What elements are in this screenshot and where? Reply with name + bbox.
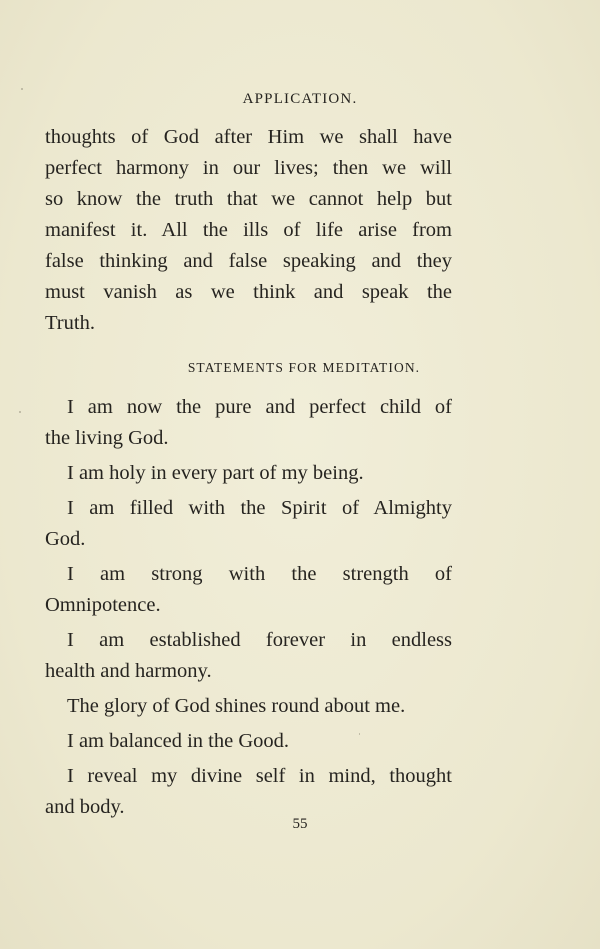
paper-speck: [19, 411, 21, 413]
text-line: false thinking and false speaking and they: [45, 250, 452, 272]
statement: [45, 726, 452, 757]
statement-line: I am strong with the strength of: [67, 563, 452, 585]
text-line: so know the truth that we cannot help but: [45, 188, 452, 210]
paper-speck: [21, 88, 23, 90]
statement-line: I am now the pure and perfect child of: [67, 396, 452, 418]
statement-line: I reveal my divine self in mind, thought: [67, 765, 452, 787]
text-line: must vanish as we think and speak the: [45, 281, 452, 303]
text-line: perfect harmony in our lives; then we will: [45, 157, 452, 179]
statement-line: I am filled with the Spirit of Almighty: [67, 497, 452, 519]
text-line: Truth.: [45, 312, 95, 334]
statement-line: health and harmony.: [45, 660, 212, 682]
statement-line: I am holy in every part of my being.: [67, 462, 364, 484]
statement: [45, 493, 452, 555]
statement: [45, 691, 452, 722]
statement: [45, 625, 452, 687]
statement: [45, 761, 452, 823]
page-number: 55: [292, 816, 308, 832]
running-head: APPLICATION.: [242, 91, 358, 107]
statement-line: the living God.: [45, 427, 169, 449]
statement-line: The glory of God shines round about me.: [67, 695, 406, 717]
statement: [45, 392, 452, 454]
text-line: manifest it. All the ills of life arise from: [45, 219, 452, 241]
section-heading: STATEMENTS FOR MEDITATION.: [187, 360, 421, 375]
statement-line: God.: [45, 528, 86, 550]
statement: [45, 559, 452, 621]
statement: [45, 458, 452, 489]
statement-line: I am balanced in the Good.: [67, 730, 290, 752]
statements-list: [45, 392, 452, 823]
text-line: thoughts of God after Him we shall have: [45, 126, 452, 148]
statement-line: and body.: [45, 796, 125, 818]
intro-paragraph: [45, 122, 452, 339]
statement-line: I am established forever in endless: [67, 629, 452, 651]
paper-speck: [359, 733, 360, 735]
statement-line: Omnipotence.: [45, 594, 161, 616]
